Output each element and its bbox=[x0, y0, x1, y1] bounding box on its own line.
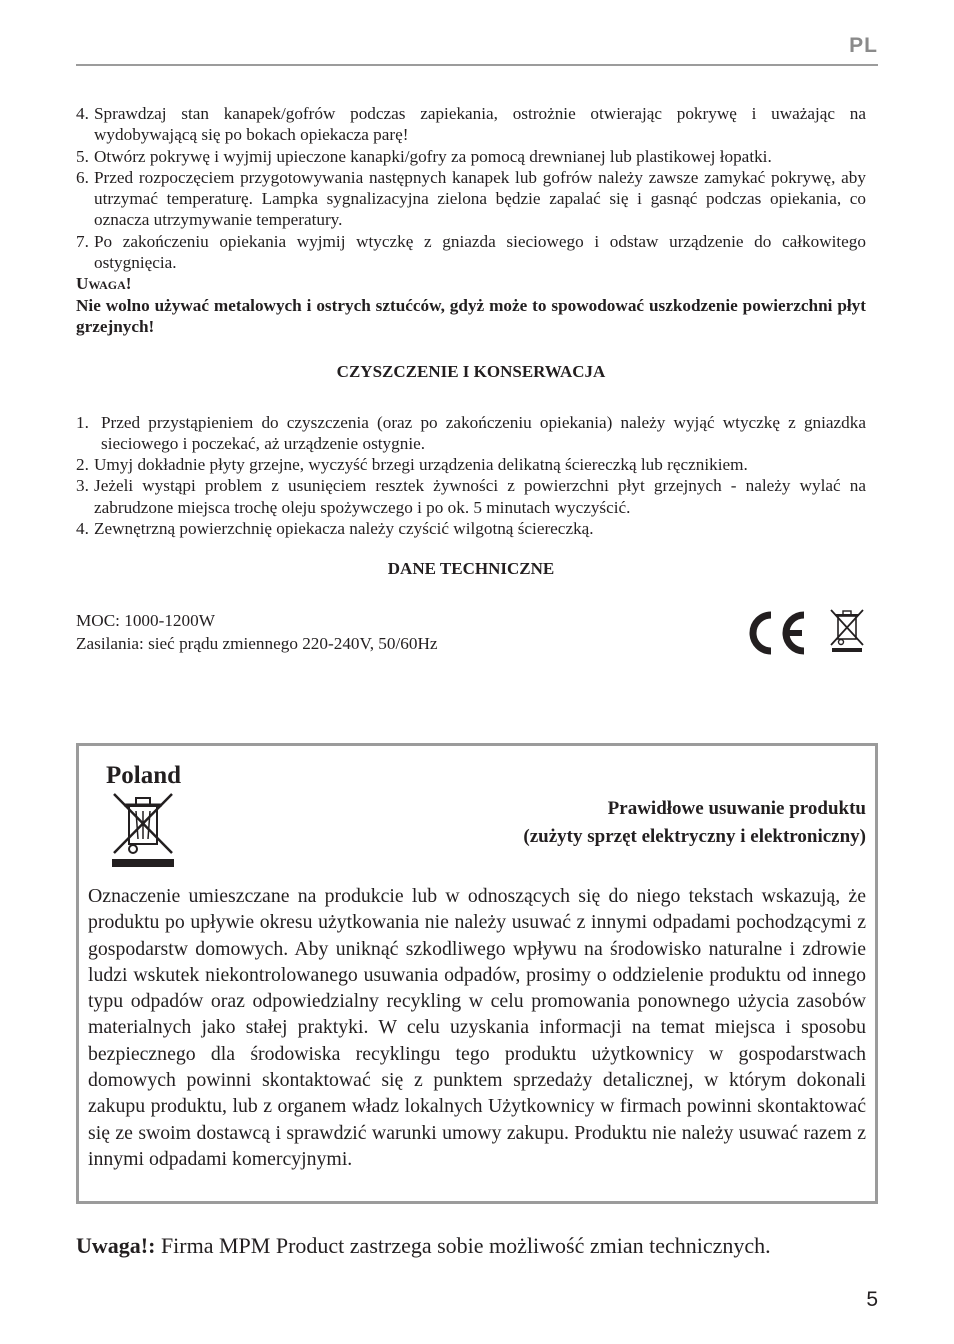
item-text: Jeżeli wystąpi problem z usunięciem resztek żywności z powierzchni płyt grzejnych - należy wylać na zabrudzone miejsca trochę oleju spożywczego i po ok. 5 minutach wyczyścić. bbox=[94, 476, 866, 517]
header-divider bbox=[76, 64, 878, 66]
disposal-title-line: (zużyty sprzęt elektryczny i elektroniczny) bbox=[523, 826, 866, 847]
item-number: 7. bbox=[76, 231, 89, 251]
usage-steps-list bbox=[76, 103, 866, 273]
footer-note bbox=[76, 1233, 886, 1259]
warning-heading: Uwaga! bbox=[76, 274, 132, 294]
item-number: 6. bbox=[76, 167, 89, 187]
technical-section-title: DANE TECHNICZNE bbox=[387, 559, 555, 579]
item-text: Otwórz pokrywę i wyjmij upieczone kanapki/gofry za pomocą drewnianej lub plastikowej łopatki. bbox=[94, 146, 772, 166]
item-text: Po zakończeniu opiekania wyjmij wtyczkę z gniazda sieciowego i odstaw urządzenie do całkowitego ostygnięcia. bbox=[94, 231, 866, 273]
page-content bbox=[76, 103, 866, 659]
disposal-text: Oznaczenie umieszczane na produkcie lub w odnoszących się do niego tekstach wskazują, że produktu po upływie okresu użytkowania nie należy usuwać z innymi odpadami pochodzącymi z gospodarstw domowych. Aby uniknąć szkodliwego wpływu na środowisko naturalne i zdrowie ludzi wskutek niekontrolowanego usuwania odpadów, prosimy o oddzielenie produktu od innego typu odpadów oraz odpowiedzialny recykling w celu promowania ponownego użycia zasobów materialnych jako stałej praktyki. W celu uzyskania informacji na temat miejsca i sposobu bezpiecznego dla środowiska recyklingu tego produktu użytkownicy w gospodarstwach domowych powinni skontaktować się z punktem sprzedaży detalicznej, w którym dokonali zakupu produktu, lub z organem władz lokalnych Użytkownicy w firmach powinni skontaktować się ze swoim dostawcą i sprawdzić warunki umowy zakupu. Produktu nie należy usuwać razem z innymi odpadami komercyjnymi. bbox=[88, 885, 866, 1170]
power-spec: MOC: 1000-1200W bbox=[76, 610, 215, 630]
language-label: PL bbox=[849, 34, 878, 57]
list-item bbox=[76, 231, 866, 274]
item-number: 3. bbox=[76, 476, 89, 496]
item-number: 2. bbox=[76, 455, 89, 475]
disposal-title-line: Prawidłowe usuwanie produktu bbox=[607, 798, 866, 819]
list-item bbox=[76, 103, 866, 146]
warning-text: Nie wolno używać metalowych i ostrych sztućców, gdyż może to spowodować uszkodzenie powierzchni płyt grzejnych! bbox=[76, 295, 866, 336]
cleaning-list bbox=[76, 412, 866, 540]
supply-spec: Zasilania: sieć prądu zmiennego 220-240V, 50/60Hz bbox=[76, 633, 438, 653]
page-number: 5 bbox=[866, 1288, 878, 1311]
list-item bbox=[76, 454, 866, 475]
list-item bbox=[76, 146, 866, 167]
item-text: Przed rozpoczęciem przygotowywania następnych kanapek lub gofrów należy zawsze zamykać pokrywę, aby utrzymać temperaturę. Lampka sygnalizacyjna zielona będzie zapalać się i gasnąć podczas opiekania, co oznacza utrzymywanie temperatury. bbox=[94, 167, 866, 230]
item-number: 1. bbox=[76, 412, 89, 432]
item-text: Zewnętrzną powierzchnię opiekacza należy czyścić wilgotną ściereczką. bbox=[94, 519, 594, 539]
item-number: 4. bbox=[76, 104, 89, 123]
crossed-bin-icon bbox=[828, 607, 866, 653]
item-number: 5. bbox=[76, 146, 89, 166]
footer-note-label: Uwaga!: bbox=[76, 1233, 156, 1258]
list-item bbox=[76, 518, 866, 539]
disposal-info-box bbox=[76, 743, 878, 1204]
disposal-title bbox=[523, 795, 866, 851]
ce-mark-icon bbox=[744, 609, 808, 657]
technical-data bbox=[76, 609, 866, 659]
item-text: Sprawdzaj stan kanapek/gofrów podczas zapiekania, ostrożnie otwierając pokrywę i uważając na wydobywającą się po bokach opiekacza parę! bbox=[94, 104, 866, 145]
crossed-bin-icon bbox=[110, 791, 176, 869]
item-number: 4. bbox=[76, 519, 89, 539]
list-item bbox=[76, 167, 866, 231]
cleaning-section-title: CZYSZCZENIE I KONSERWACJA bbox=[336, 362, 606, 382]
item-text: Przed przystąpieniem do czyszczenia (oraz po zakończeniu opiekania) należy wyjąć wtyczkę z gniazdka sieciowego i poczekać, aż urządzenie ostygnie. bbox=[101, 412, 866, 453]
footer-note-text: Firma MPM Product zastrzega sobie możliwość zmian technicznych. bbox=[155, 1233, 771, 1258]
list-item bbox=[76, 412, 866, 455]
item-text: Umyj dokładnie płyty grzejne, wyczyść brzegi urządzenia delikatną ściereczką lub ręcznikiem. bbox=[94, 455, 748, 475]
list-item bbox=[76, 475, 866, 518]
country-label: Poland bbox=[106, 762, 182, 789]
